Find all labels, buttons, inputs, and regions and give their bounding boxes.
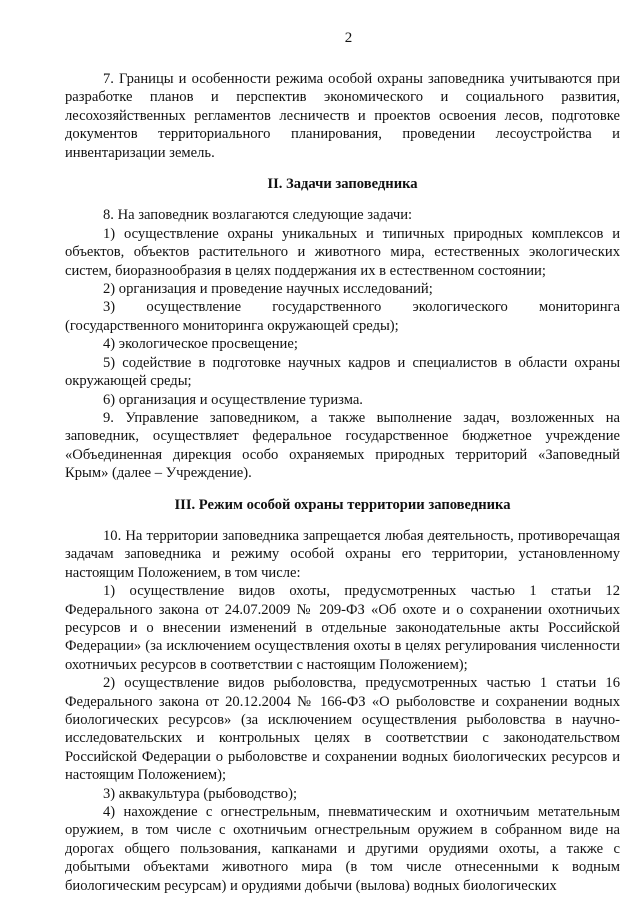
paragraph-10: 10. На территории заповедника запрещается любая деятельность, противоречащая задачам заповедника и режиму особой охраны его территории, установленному настоящим Положением, в том числе:: [65, 527, 620, 581]
task-item-4: 4) экологическое просвещение;: [103, 336, 298, 353]
paragraph-8: 8. На заповедник возлагаются следующие задачи:: [103, 207, 413, 224]
section-heading-tasks: II. Задачи заповедника: [267, 176, 418, 193]
prohibition-item-2: 2) осуществление видов рыболовства, предусмотренных частью 1 статьи 16 Федерального закона от 20.12.2004 № 166-ФЗ «О рыболовстве и сохранении водных биологических ресурсов» (за исключением осуществления рыболовства в научно-исследовательских и контрольных целях в соответствии с законодательством Российской Федерации о рыболовстве и сохранении водных биологических ресурсов и настоящим Положением);: [65, 675, 620, 784]
prohibition-item-1: 1) осуществление видов охоты, предусмотренных частью 1 статьи 12 Федерального закона от 24.07.2009 № 209-ФЗ «Об охоте и о сохранении охотничьих ресурсов и о внесении изменений в отдельные законодательные акты Российской Федерации» (за исключением осуществления охоты в целях регулирования численности охотничьих ресурсов в соответствии с настоящим Положением);: [65, 583, 620, 673]
page-number: 2: [344, 30, 353, 46]
paragraph-7: 7. Границы и особенности режима особой охраны заповедника учитываются при разработке планов и перспектив экономического и социального развития, лесохозяйственных регламентов лесничеств и проектов освоения лесов, подготовке документов территориального планирования, проведении лесоустройства и инвентаризации земель.: [65, 71, 620, 161]
task-item-1: 1) осуществление охраны уникальных и типичных природных комплексов и объектов, объектов растительного и животного мира, естественных экологических систем, биоразнообразия в целях поддержания их в естественном состоянии;: [65, 225, 620, 279]
section-heading-regime: III. Режим особой охраны территории заповедника: [174, 496, 511, 513]
paragraph-9: 9. Управление заповедником, а также выполнение задач, возложенных на заповедник, осуществляет федеральное государственное бюджетное учреждение «Объединенная дирекция особо охраняемых природных территорий «Заповедный Крым» (далее – Учреждение).: [65, 409, 620, 482]
task-item-3: 3) осуществление государственного экологического мониторинга (государственного мониторинга окружающей среды);: [65, 299, 620, 334]
task-item-5: 5) содействие в подготовке научных кадров и специалистов в области охраны окружающей среды;: [65, 354, 620, 390]
prohibition-item-3: 3) аквакультура (рыбоводство);: [103, 785, 298, 802]
task-item-6: 6) организация и осуществление туризма.: [103, 391, 363, 408]
prohibition-item-4: 4) нахождение с огнестрельным, пневматическим и охотничьим метательным оружием, в том числе с охотничьим огнестрельным оружием в собранном виде на дорогах общего пользования, капканами и другими орудиями охоты, а также с добытыми объектами животного мира (в том числе отнесенными к водным биологическим ресурсам) и орудиями добычи (вылова) водных биологических: [65, 804, 620, 894]
task-item-2: 2) организация и проведение научных исследований;: [103, 281, 433, 298]
